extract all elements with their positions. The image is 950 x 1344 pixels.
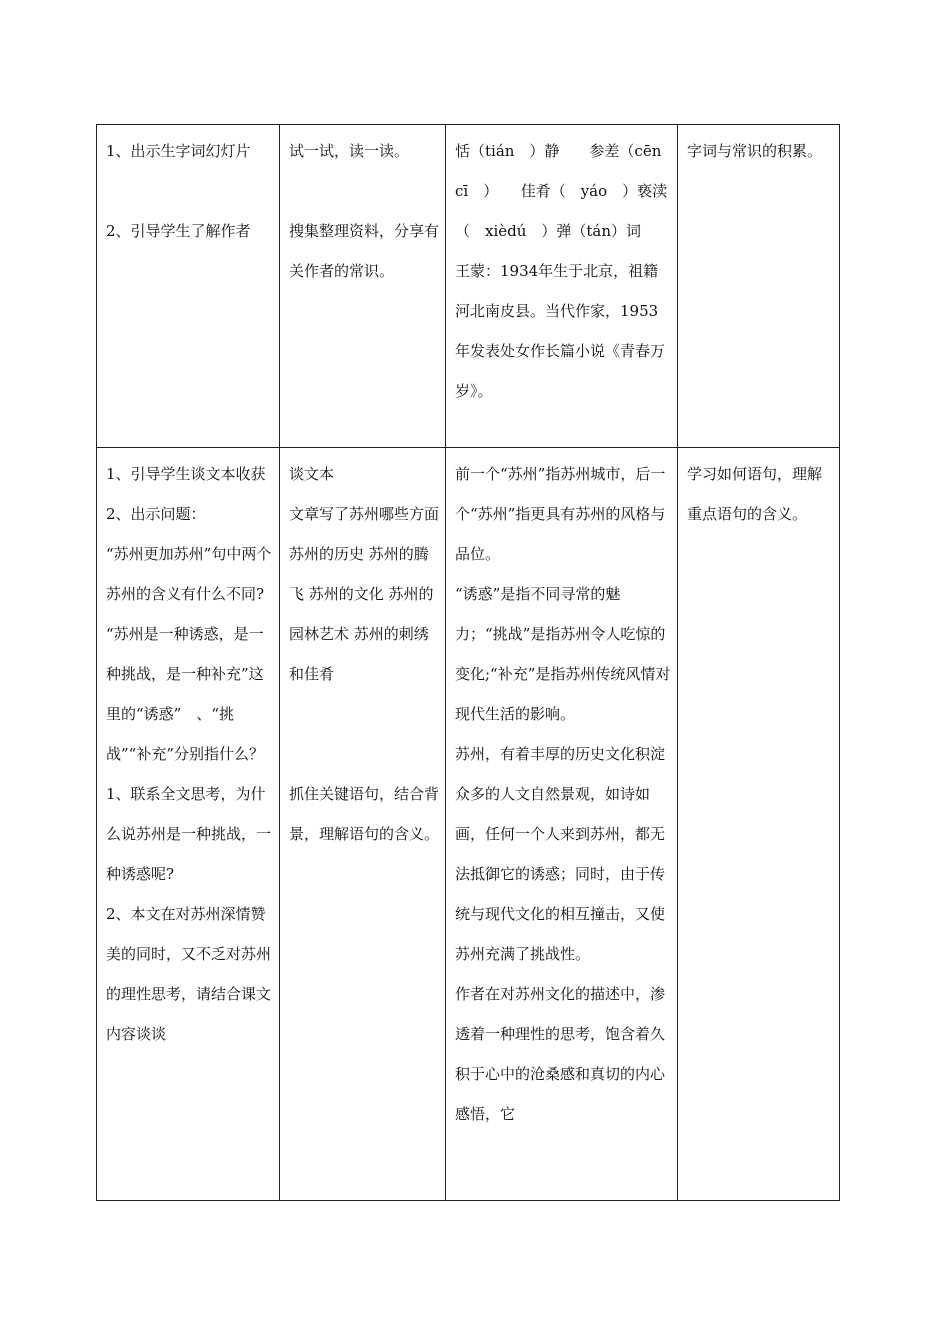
cell-text: “诱惑”是指不同寻常的魅力；“挑战”是指苏州令人吃惊的变化;“补充”是指苏州传统风情对现代生活的影响。: [455, 585, 671, 723]
cell-text: 苏州，有着丰厚的历史文化积淀众多的人文自然景观，如诗如画，任何一个人来到苏州，都无法抵御它的诱惑；同时，由于传统与现代文化的相互撞击，又使苏州充满了挑战性。: [455, 745, 666, 963]
cell-text: 文章写了苏州哪些方面: [289, 505, 440, 523]
cell-text: 恬（tián ）静 参差（cēn cī ） 佳肴（ yáo ）亵渎（ xièdú ）弹（tán）词: [455, 142, 668, 240]
cell-text: 王蒙：1934年生于北京，祖籍河北南皮县。当代作家，1953年发表处女作长篇小说《青春万岁》。: [455, 262, 666, 400]
cell-text: “苏州是一种诱惑，是一种挑战，是一种补充”这里的“诱惑” 、“挑战”“补充”分别指什么？: [106, 625, 265, 763]
student-activity-cell: [280, 448, 446, 1201]
lesson-plan-table: [96, 124, 840, 1201]
student-activity-cell: [280, 125, 446, 448]
cell-text: 试一试，读一读。: [289, 142, 410, 160]
goal-cell: [678, 448, 840, 1201]
teacher-activity-cell: [97, 125, 280, 448]
cell-text: 谈文本: [289, 465, 335, 483]
cell-text: 2、引导学生了解作者: [106, 222, 251, 240]
goal-cell: [678, 125, 840, 448]
content-cell: [446, 125, 678, 448]
cell-text: 2、本文在对苏州深情赞美的同时，又不乏对苏州的理性思考，请结合课文内容谈谈: [106, 905, 272, 1043]
cell-text: 苏州的历史 苏州的腾飞 苏州的文化 苏州的园林艺术 苏州的刺绣和佳肴: [289, 545, 434, 683]
cell-text: 学习如何语句，理解重点语句的含义。: [687, 465, 823, 523]
cell-text: 作者在对苏州文化的描述中，渗透着一种理性的思考，饱含着久积于心中的沧桑感和真切的内心感悟，它: [455, 985, 666, 1123]
cell-text: 搜集整理资料，分享有关作者的常识。: [289, 222, 440, 280]
table-row: [97, 448, 840, 1201]
content-cell: [446, 448, 678, 1201]
cell-text: 1、出示生字词幻灯片: [106, 142, 251, 160]
cell-text: 1、联系全文思考，为什么说苏州是一种挑战，一种诱惑呢?: [106, 785, 272, 883]
cell-text: 抓住关键语句，结合背景，理解语句的含义。: [289, 785, 440, 843]
cell-text: 字词与常识的积累。: [687, 142, 823, 160]
cell-text: 2、出示问题：: [106, 505, 206, 523]
teacher-activity-cell: [97, 448, 280, 1201]
cell-text: “苏州更加苏州”句中两个苏州的含义有什么不同?: [106, 545, 272, 603]
table-row: [97, 125, 840, 448]
cell-text: 1、引导学生谈文本收获: [106, 465, 266, 483]
cell-text: 前一个“苏州”指苏州城市，后一个“苏州”指更具有苏州的风格与品位。: [455, 465, 666, 563]
